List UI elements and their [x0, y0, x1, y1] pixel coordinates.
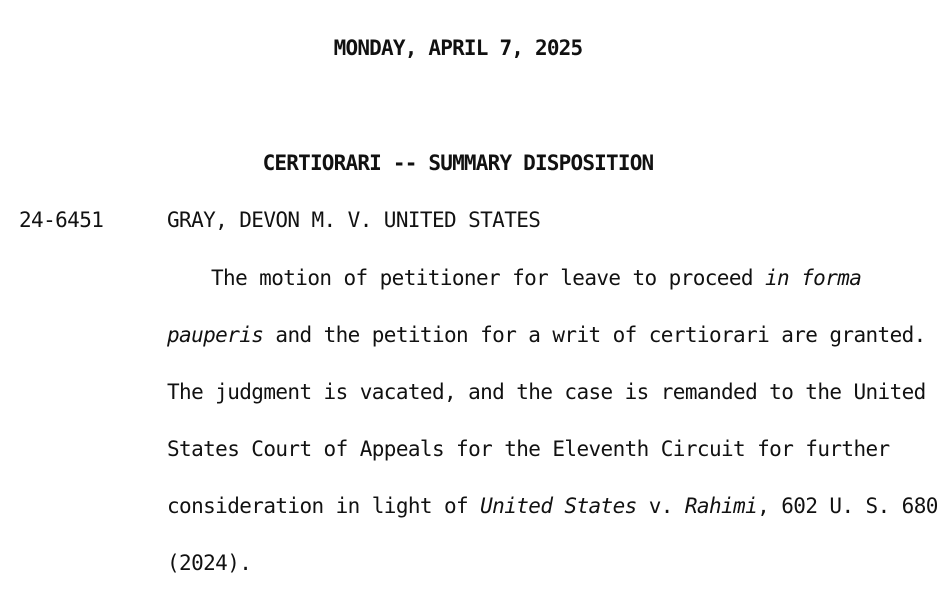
cited-case-versus: v. — [636, 494, 685, 518]
section-heading: CERTIORARI -- SUMMARY DISPOSITION — [262, 151, 654, 175]
docket-number: 24-6451 — [19, 208, 104, 232]
order-line-4: States Court of Appeals for the Eleventh Circuit for further — [167, 437, 890, 461]
order-line-5-text: consideration in light of — [167, 494, 481, 518]
latin-phrase-pauperis: pauperis — [167, 323, 264, 347]
order-line-1 — [211, 266, 861, 290]
order-line-6: (2024). — [167, 551, 252, 575]
order-line-2-text: and the petition for a writ of certiorari are granted. — [263, 323, 926, 347]
case-title: GRAY, DEVON M. V. UNITED STATES — [167, 208, 541, 232]
cited-case-party-2: Rahimi — [684, 494, 758, 518]
cited-case-party-1: United States — [480, 494, 637, 518]
citation-reporter: , 602 U. S. 680 — [757, 494, 938, 518]
order-line-3: The judgment is vacated, and the case is remanded to the United — [167, 380, 926, 404]
order-line-2 — [167, 323, 926, 347]
latin-phrase-in-forma: in forma — [764, 266, 862, 290]
date-heading: MONDAY, APRIL 7, 2025 — [333, 36, 583, 60]
order-line-5 — [167, 494, 938, 518]
order-line-1-text: The motion of petitioner for leave to proceed — [211, 266, 765, 290]
